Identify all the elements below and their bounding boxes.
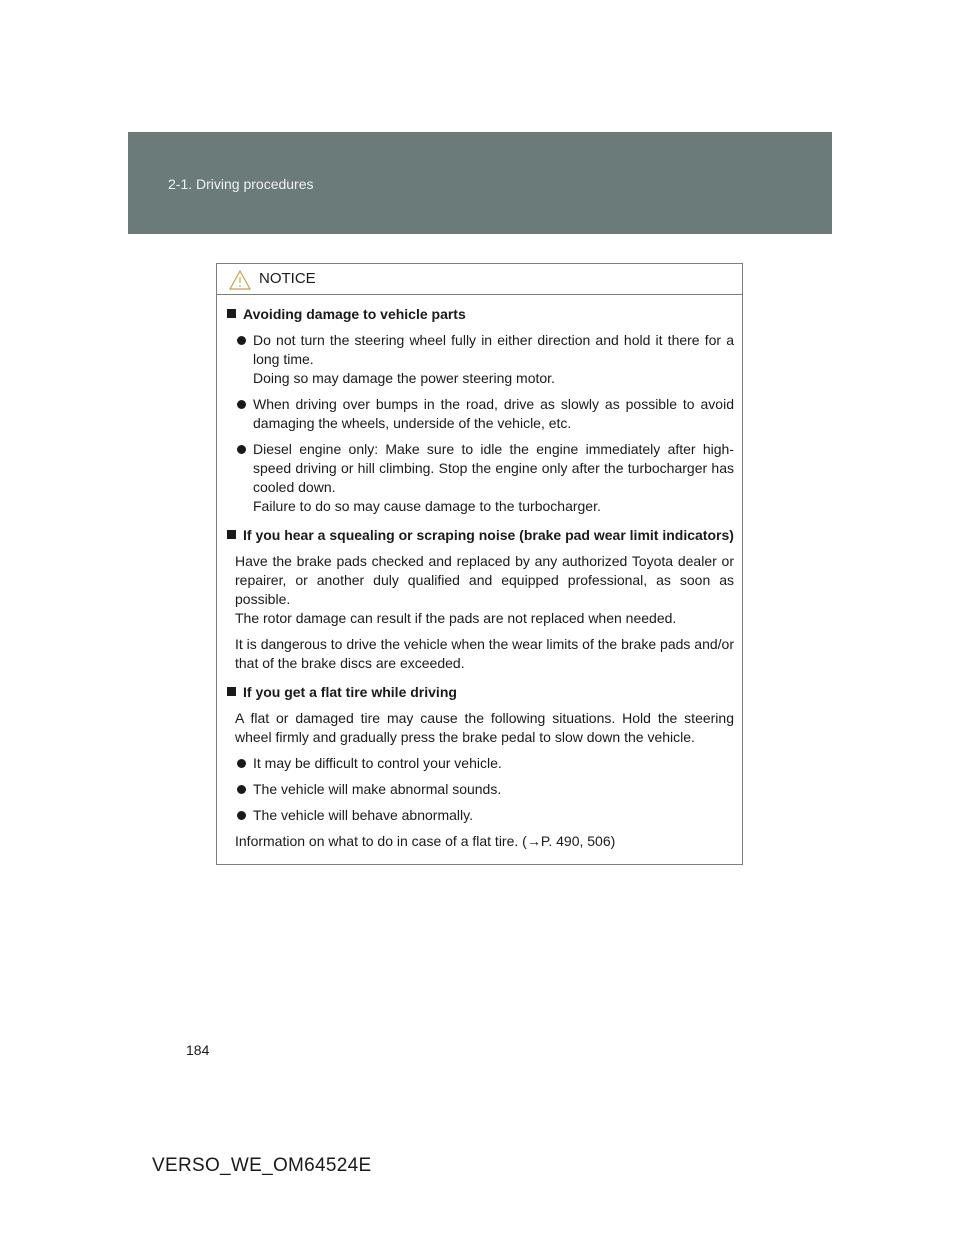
paragraph-wear-limits (225, 635, 734, 673)
document-code: VERSO_WE_OM64524E (152, 1155, 372, 1176)
bullet-difficult-control (225, 754, 734, 773)
bullet-text: The vehicle will make abnormal sounds. (253, 781, 502, 797)
paragraph-text: Have the brake pads checked and replaced by any authorized Toyota dealer or repairer, or another duly qualified and equipped professional, as soon as possible. (235, 553, 734, 607)
bullet-text: When driving over bumps in the road, drive as slowly as possible to avoid damaging the wheels, underside of the vehicle, etc. (253, 396, 734, 431)
bullet-text: Diesel engine only: Make sure to idle the engine immediately after high-speed driving or hill climbing. Stop the engine only after the turbocharger has cooled down. (253, 441, 734, 495)
bullet-abnormal-sounds (225, 780, 734, 799)
notice-title: NOTICE (259, 270, 316, 287)
bullet-text: The vehicle will behave abnormally. (253, 807, 473, 823)
paragraph-flat-tire-intro: A flat or damaged tire may cause the following situations. Hold the steering wheel firmly and gradually press the brake pedal to slow down the vehicle. (235, 710, 734, 745)
paragraph-text: The rotor damage can result if the pads are not replaced when needed. (235, 610, 677, 626)
paragraph-brake-pads (225, 552, 734, 628)
paragraph-text: It is dangerous to drive the vehicle when the wear limits of the brake pads and/or that of the brake discs are exceeded. (235, 636, 734, 671)
bullet-steering-wheel (225, 331, 734, 388)
notice-body (217, 305, 742, 851)
bullet-text: Failure to do so may cause damage to the turbocharger. (253, 498, 601, 514)
bullet-text: It may be difficult to control your vehicle. (253, 755, 502, 771)
section-header-band (128, 132, 832, 234)
section-heading-avoiding-damage: Avoiding damage to vehicle parts (225, 305, 734, 324)
bullet-behave-abnormally (225, 806, 734, 825)
section-heading-brake-noise: If you hear a squealing or scraping noise (brake pad wear limit indicators) (225, 526, 734, 545)
paragraph-flat-tire-reference: Information on what to do in case of a flat tire. (→P. 490, 506) (235, 833, 616, 849)
bullet-text: Do not turn the steering wheel fully in either direction and hold it there for a long time. (253, 332, 734, 367)
bullet-bumps (225, 395, 734, 433)
notice-header (217, 264, 742, 295)
section-title: 2-1. Driving procedures (168, 176, 314, 192)
bullet-text: Doing so may damage the power steering motor. (253, 370, 555, 386)
bullet-diesel (225, 440, 734, 516)
section-heading-flat-tire: If you get a flat tire while driving (225, 683, 734, 702)
page-number: 184 (186, 1042, 210, 1058)
warning-triangle-icon (229, 270, 251, 290)
notice-box (216, 263, 743, 865)
